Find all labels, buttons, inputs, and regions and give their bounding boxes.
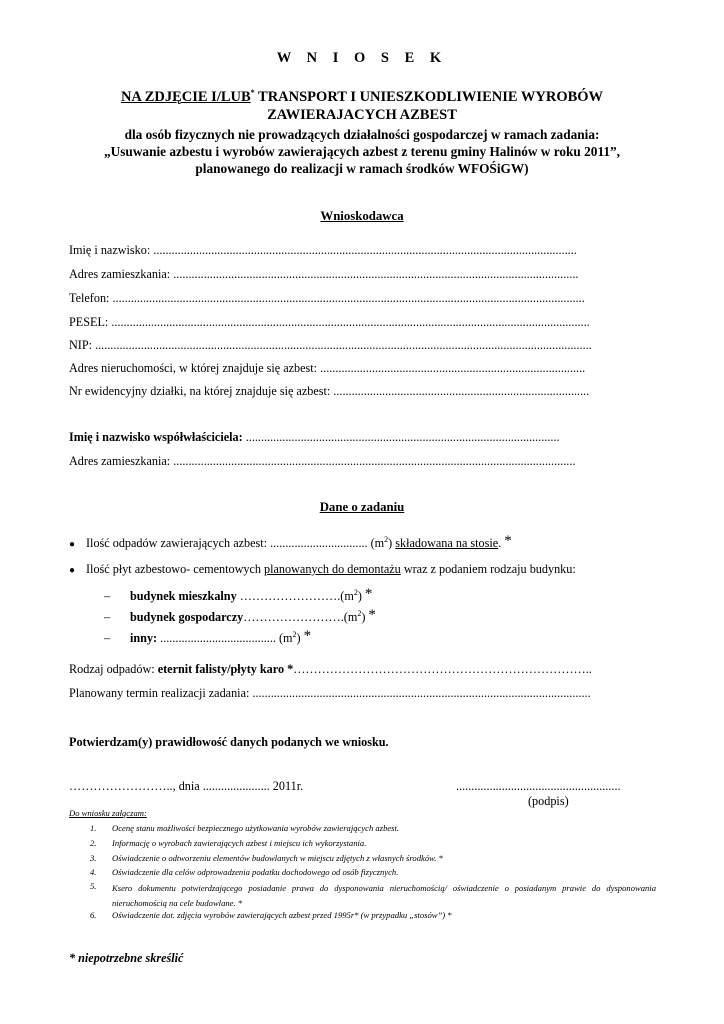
attachment-text: Informację o wyrobach zawierających azbest i miejscu ich wykorzystania. — [112, 838, 367, 848]
sup-2: 2 — [292, 629, 297, 639]
sup-2: 2 — [384, 534, 389, 544]
dash-icon: – — [104, 610, 111, 624]
form-title: W N I O S E K — [276, 50, 448, 66]
field-waste-type[interactable] — [69, 662, 592, 677]
stored-on-pile-text: składowana na stosie — [395, 536, 499, 550]
attachment-text: Oświadczenie o odtworzeniu elementów budowlanych w miejscu zdjętych z własnych środków. * — [112, 853, 443, 863]
building-label: budynek gospodarczy — [130, 610, 244, 624]
attachments-heading: Do wniosku załączam: — [69, 808, 147, 818]
bullet-plates-amount — [69, 562, 576, 577]
coowner-label: Imię i nazwisko współwłaściciela: — [69, 430, 243, 444]
plates-text-rest: wraz z podaniem rodzaju budynku: — [400, 562, 576, 576]
confirmation-statement: Potwierdzam(y) prawidłowość danych podanych we wniosku. — [69, 735, 389, 749]
asterisk: * — [364, 586, 373, 602]
footnote: * niepotrzebne skreślić — [69, 951, 184, 965]
waste-type-dots: ……………………………………………………………….. — [293, 662, 592, 676]
asterisk: * — [504, 533, 512, 549]
attachment-number: 3. — [90, 853, 97, 863]
attachment-number: 6. — [90, 910, 97, 920]
building-residential[interactable] — [104, 586, 372, 604]
signature-label: (podpis) — [528, 794, 569, 808]
field-phone[interactable]: Telefon: ........................................................................................................................................................... — [69, 291, 585, 305]
title-line-5: planowanego do realizacji w ramach środków WFOŚiGW) — [195, 161, 529, 176]
attachment-text: Oświadczenie dot. zdjęcia wyrobów zawierających azbest przed 1995r* (w przypadku „stosów”) * — [112, 910, 452, 920]
attachment-item — [90, 867, 656, 877]
field-nip[interactable]: NIP: ................................................................................................................................................................... — [69, 338, 592, 352]
building-other[interactable] — [104, 628, 311, 646]
coowner-dots: ....................................................................................................... — [242, 430, 560, 444]
asterisk: * — [368, 607, 376, 623]
field-date[interactable]: …………………….., dnia ...................... 2011r. — [69, 779, 304, 793]
attachment-text: Oświadczenie dla celów odprowadzenia podatku dochodowego od osób fizycznych. — [112, 867, 399, 877]
applicant-heading: Wnioskodawca — [320, 209, 404, 223]
bullet-waste-amount[interactable] — [69, 533, 512, 551]
building-label: budynek mieszkalny — [130, 589, 237, 603]
building-close: ) — [296, 631, 304, 645]
field-coowner-name[interactable] — [69, 430, 560, 445]
field-name[interactable]: Imię i nazwisko: ........................................................................................................................................... — [69, 243, 577, 257]
title-line-2: ZAWIERAJACYCH AZBEST — [267, 107, 457, 123]
field-coowner-address[interactable]: Adres zamieszkania: .................................................................................................................................... — [69, 454, 576, 468]
waste-type-label: Rodzaj odpadów: — [69, 662, 158, 676]
bullet-icon: ● — [69, 565, 76, 576]
building-close: ) — [357, 589, 365, 603]
waste-amount-text: Ilość odpadów zawierających azbest: ................................ (m — [86, 536, 385, 550]
attachment-item — [90, 823, 656, 833]
bullet-icon: ● — [69, 539, 76, 550]
building-utility[interactable] — [104, 607, 376, 625]
title-line-1 — [0, 89, 724, 106]
attachment-item — [90, 881, 656, 911]
sup-2: 2 — [353, 587, 358, 597]
attachment-text: Ksero dokumentu potwierdzającego posiadanie prawa do dysponowania nieruchomością/ oświadczenie o posiadanym prawie do dysponowania nieruchomością na cele budowlane. * — [112, 883, 656, 908]
attachment-number: 2. — [90, 838, 97, 848]
field-deadline[interactable]: Planowany termin realizacji zadania: ............................................................................................................... — [69, 686, 591, 700]
building-close: ) — [361, 610, 369, 624]
sup-2: 2 — [357, 608, 362, 618]
field-property-address[interactable]: Adres nieruchomości, w której znajduje się azbest: ....................................................................................... — [69, 361, 586, 375]
attachment-item — [90, 838, 656, 848]
attachment-number: 1. — [90, 823, 97, 833]
asterisk: * — [303, 628, 312, 644]
title-underlined-part: NA ZDJĘCIE I/LUB — [120, 89, 251, 105]
attachment-number: 4. — [90, 867, 97, 877]
waste-amount-period: . — [498, 536, 505, 550]
building-dots: …………………….(m — [236, 589, 354, 603]
field-pesel[interactable]: PESEL: ............................................................................................................................................................. — [69, 315, 590, 329]
building-dots: …………………….(m — [243, 610, 358, 624]
field-address[interactable]: Adres zamieszkania: ..................................................................................................................................... — [69, 267, 579, 281]
attachment-item — [90, 910, 656, 920]
dash-icon: – — [104, 631, 111, 645]
title-line-4: „Usuwanie azbestu i wyrobów zawierających azbest z terenu gminy Halinów w roku 2011”, — [104, 144, 620, 159]
waste-amount-close: ) — [388, 536, 396, 550]
plates-text: Ilość płyt azbestowo- cementowych — [86, 562, 265, 576]
waste-type-value: eternit falisty/płyty karo * — [157, 662, 294, 676]
title-asterisk: * — [250, 88, 255, 98]
attachment-number: 5. — [90, 881, 97, 891]
title-line-3: dla osób fizycznych nie prowadzących działalności gospodarczej w ramach zadania: — [124, 127, 600, 142]
attachment-item — [90, 853, 656, 863]
planned-demolition-text: planowanych do demontażu — [264, 562, 401, 576]
building-dots: ...................................... (m — [157, 631, 293, 645]
dash-icon: – — [104, 589, 111, 603]
title-rest: TRANSPORT I UNIESZKODLIWIENIE WYROBÓW — [254, 89, 604, 105]
signature-line[interactable]: ...................................................... — [456, 779, 621, 793]
field-parcel-number[interactable]: Nr ewidencyjny działki, na której znajduje się azbest: .................................................................................... — [69, 384, 590, 398]
attachment-text: Ocenę stanu możliwości bezpiecznego użytkowania wyrobów zawierających azbest. — [112, 823, 400, 833]
building-label: inny: — [130, 631, 158, 645]
task-heading: Dane o zadaniu — [319, 500, 405, 514]
